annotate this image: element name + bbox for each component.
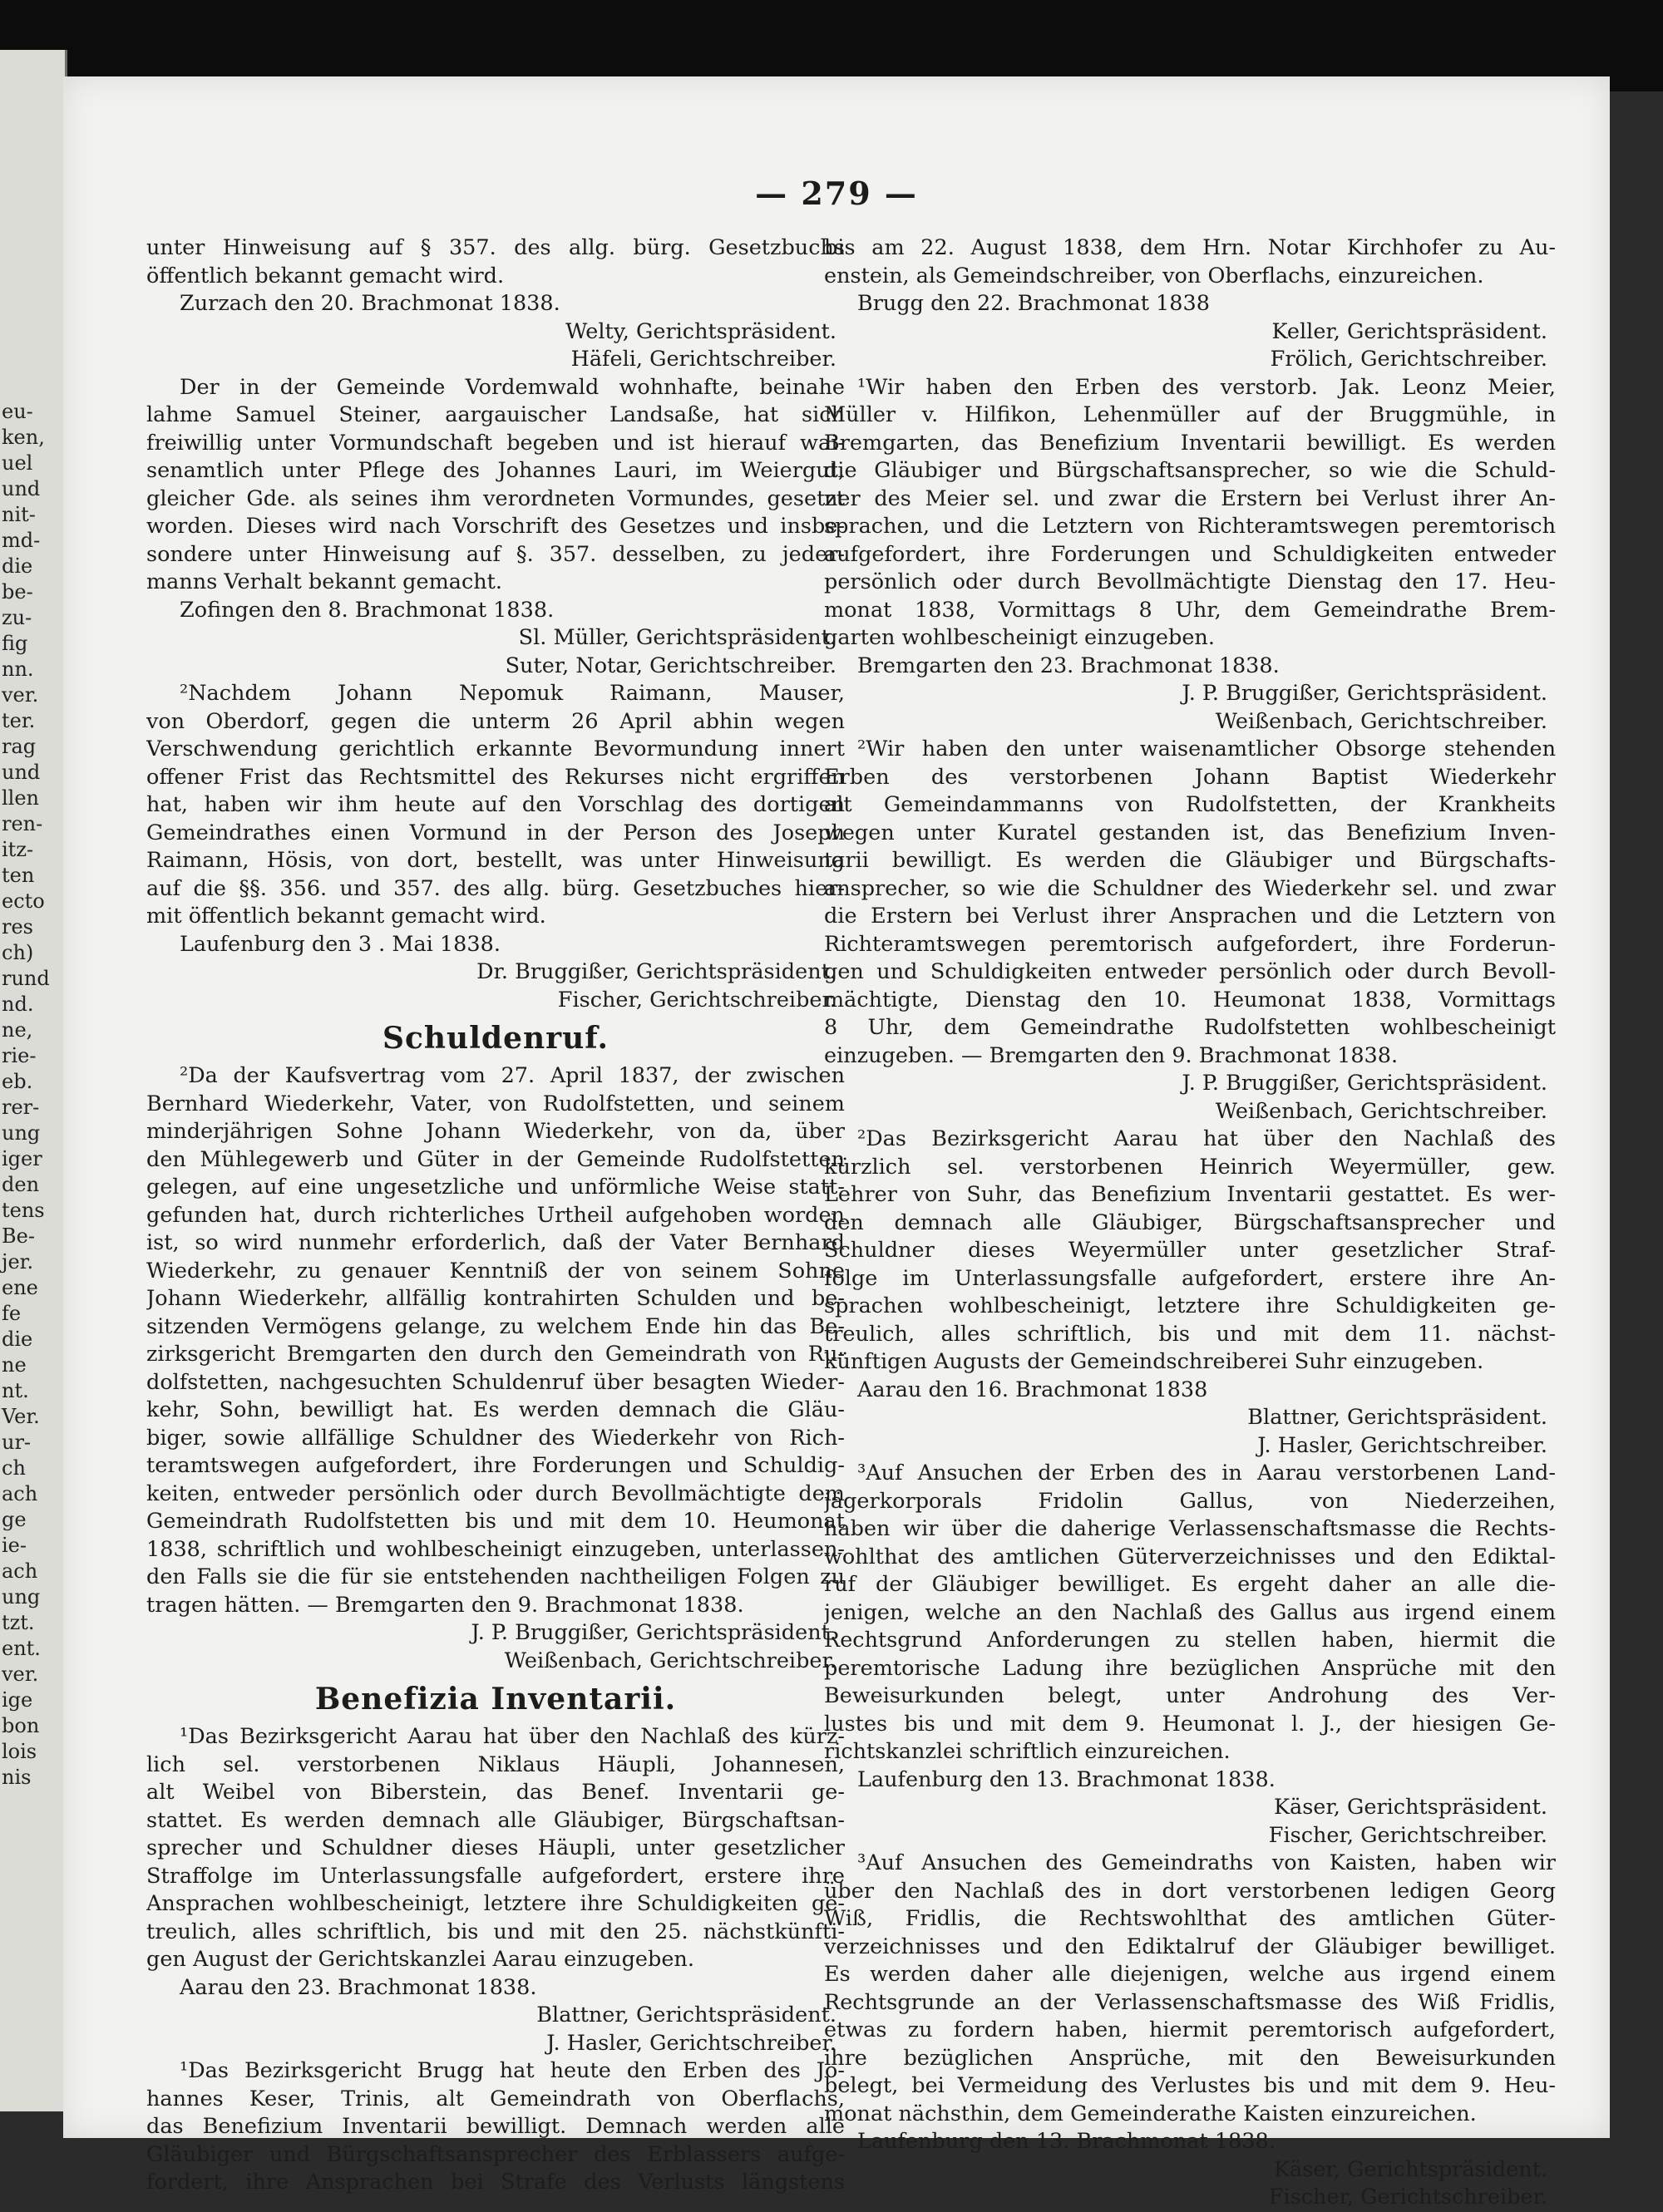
newspaper-page bbox=[63, 76, 1610, 2210]
margin-fragment: ver. bbox=[2, 1663, 39, 1686]
margin-fragment: die bbox=[2, 554, 33, 578]
text-line: einzugeben. — Bremgarten den 9. Brachmonat 1838. bbox=[824, 1042, 1399, 1068]
notice-date: Laufenburg den 3 . Mai 1838. bbox=[180, 931, 501, 957]
margin-fragment: ach bbox=[2, 1559, 38, 1583]
margin-fragment: ver. bbox=[2, 683, 39, 707]
margin-fragment: eu- bbox=[2, 400, 33, 423]
text-line: Straffolge im Unterlassungsfalle aufgefordert, erstere ihre bbox=[146, 1863, 845, 1889]
margin-fragment: nn. bbox=[2, 658, 34, 681]
notice-signature: Käser, Gerichtspräsident. bbox=[1273, 2156, 1547, 2182]
text-line: biger, sowie allfällige Schuldner des Wiederkehr von Rich- bbox=[146, 1425, 845, 1451]
text-line: ²Da der Kaufsvertrag vom 27. April 1837, der zwischen bbox=[180, 1063, 845, 1088]
text-line: auf die §§. 356. und 357. des allg. bürg. Gesetzbuches hier- bbox=[146, 875, 845, 901]
text-line: das Benefizium Inventarii bewilligt. Demnach werden alle bbox=[146, 2114, 845, 2139]
notice-signature: Sl. Müller, Gerichtspräsident. bbox=[518, 625, 836, 650]
text-line: lahme Samuel Steiner, aargauischer Landsaße, hat sich bbox=[146, 402, 845, 427]
notice-signature: Suter, Notar, Gerichtschreiber. bbox=[505, 653, 836, 678]
notice-date: Laufenburg den 13. Brachmonat 1838. bbox=[857, 1766, 1276, 1792]
notice-signature: Dr. Bruggißer, Gerichtspräsident. bbox=[476, 959, 836, 984]
text-line: Müller v. Hilfikon, Lehenmüller auf der Bruggmühle, in bbox=[824, 402, 1556, 427]
notice-signature: Weißenbach, Gerichtschreiber. bbox=[504, 1648, 836, 1673]
text-line: mit öffentlich bekannt gemacht wird. bbox=[146, 904, 546, 929]
text-line: Bernhard Wiederkehr, Vater, von Rudolfstetten, und seinem bbox=[146, 1091, 845, 1116]
notice-block bbox=[146, 374, 845, 597]
margin-fragment: iger bbox=[2, 1147, 42, 1170]
notice-date: Bremgarten den 23. Brachmonat 1838. bbox=[857, 653, 1280, 678]
notice-signature: J. P. Bruggißer, Gerichtspräsident. bbox=[471, 1620, 836, 1645]
margin-fragment: Ver. bbox=[2, 1405, 40, 1428]
text-line: Schuldner dieses Weyermüller unter gesetzlicher Straf- bbox=[824, 1238, 1556, 1263]
margin-fragment: rag bbox=[2, 735, 37, 758]
margin-fragment: nd. bbox=[2, 993, 34, 1016]
notice-date: Aarau den 16. Brachmonat 1838 bbox=[857, 1377, 1208, 1402]
text-line: fordert, ihre Ansprachen bei Strafe des Verlusts längstens bbox=[146, 2170, 845, 2195]
margin-fragment: ten bbox=[2, 864, 35, 887]
notice-date: Zofingen den 8. Brachmonat 1838. bbox=[180, 597, 555, 623]
margin-fragment: lois bbox=[2, 1740, 37, 1763]
text-line: alt Gemeindammanns von Rudolfstetten, der Krankheits bbox=[824, 792, 1556, 817]
text-line: ³Auf Ansuchen des Gemeindraths von Kaisten, haben wir bbox=[857, 1850, 1556, 1875]
text-line: Ansprachen wohlbescheinigt, letztere ihre Schuldigkeiten ge- bbox=[146, 1891, 845, 1916]
margin-fragment: bon bbox=[2, 1714, 40, 1737]
text-line: jägerkorporals Fridolin Gallus, von Niederzeihen, bbox=[824, 1488, 1556, 1514]
text-line: ist, so wird nunmehr erforderlich, daß der Vater Bernhard bbox=[146, 1230, 845, 1255]
text-line: den demnach alle Gläubiger, Bürgschaftsansprecher und bbox=[824, 1209, 1556, 1235]
margin-fragment: und bbox=[2, 477, 41, 500]
margin-fragment: Be- bbox=[2, 1224, 35, 1248]
text-line: lustes bis und mit dem 9. Heumonat l. J., der hiesigen Ge- bbox=[824, 1711, 1556, 1737]
margin-fragment: ene bbox=[2, 1276, 38, 1299]
margin-fragment: ch) bbox=[2, 941, 34, 964]
margin-fragment: uel bbox=[2, 451, 33, 475]
margin-fragment: tzt. bbox=[2, 1611, 35, 1634]
text-line: 1838, schriftlich und wohlbescheinigt einzugeben, unterlassen- bbox=[146, 1536, 845, 1562]
notice-signature: J. Hasler, Gerichtschreiber. bbox=[1257, 1432, 1547, 1458]
margin-fragment: res bbox=[2, 915, 33, 938]
text-line: etwas zu fordern haben, hiermit peremtorisch aufgefordert, bbox=[824, 2017, 1556, 2042]
text-line: Richteramtswegen peremtorisch aufgefordert, ihre Forderun- bbox=[824, 931, 1556, 957]
text-line: Raimann, Hösis, von dort, bestellt, was unter Hinweisung bbox=[146, 848, 845, 873]
notice-block bbox=[824, 234, 1556, 290]
margin-fragment: nt. bbox=[2, 1379, 29, 1402]
notice-block bbox=[824, 1460, 1556, 1766]
margin-fragment: eb. bbox=[2, 1070, 33, 1093]
margin-fragment: llen bbox=[2, 786, 40, 810]
notice-signature: Keller, Gerichtspräsident. bbox=[1271, 318, 1547, 344]
margin-fragment: die bbox=[2, 1328, 33, 1351]
text-line: unter Hinweisung auf § 357. des allg. bürg. Gesetzbuchs bbox=[146, 235, 845, 260]
right-column bbox=[824, 234, 1556, 2212]
text-line: sprachen, und die Letztern von Richteramtswegen peremtorisch bbox=[824, 514, 1556, 539]
margin-fragment: und bbox=[2, 761, 41, 784]
text-line: gen August der Gerichtskanzlei Aarau einzugeben. bbox=[146, 1947, 694, 1972]
margin-fragment: md- bbox=[2, 529, 41, 552]
text-line: Rechtsgrund Anforderungen zu stellen haben, hiermit die bbox=[824, 1628, 1556, 1653]
notice-signature: Frölich, Gerichtschreiber. bbox=[1270, 347, 1547, 372]
text-line: Wiederkehr, zu genauer Kenntniß der von seinem Sohne bbox=[146, 1258, 845, 1283]
margin-fragment: fig bbox=[2, 632, 28, 655]
text-line: Johann Wiederkehr, allfällig kontrahirten Schulden und be- bbox=[146, 1286, 845, 1311]
text-line: wegen unter Kuratel gestanden ist, das Benefizium Inven- bbox=[824, 820, 1556, 845]
notice-signature: Weißenbach, Gerichtschreiber. bbox=[1215, 1098, 1547, 1124]
text-line: treulich, alles schriftlich, bis und mit dem 11. nächst- bbox=[824, 1321, 1556, 1347]
text-line: sprachen wohlbescheinigt, letztere ihre Schuldigkeiten ge- bbox=[824, 1293, 1556, 1318]
left-column bbox=[146, 234, 845, 2197]
text-line: richtskanzlei schriftlich einzureichen. bbox=[824, 1739, 1231, 1764]
notice-signature: Fischer, Gerichtschreiber. bbox=[1268, 1822, 1547, 1848]
text-line: manns Verhalt bekannt gemacht. bbox=[146, 569, 503, 594]
text-line: peremtorische Ladung ihre bezüglichen Ansprüche mit den bbox=[824, 1655, 1556, 1681]
notice-signature: J. Hasler, Gerichtschreiber. bbox=[546, 2030, 836, 2056]
text-line: haben wir über die daherige Verlassenschaftsmasse die Rechts- bbox=[824, 1516, 1556, 1541]
page-number: — 279 — bbox=[755, 175, 918, 212]
text-line: belegt, bei Vermeidung des Verlustes bis und mit dem 9. Heu- bbox=[824, 2073, 1556, 2098]
text-line: lich sel. verstorbenen Niklaus Häupli, Johannesen, bbox=[146, 1751, 845, 1777]
margin-fragment: ecto bbox=[2, 889, 45, 913]
text-line: den Falls sie die für sie entstehenden nachtheiligen Folgen zu bbox=[146, 1564, 845, 1589]
margin-fragment: ken, bbox=[2, 426, 45, 449]
margin-fragment: be- bbox=[2, 580, 33, 603]
notice-signature: Blattner, Gerichtspräsident. bbox=[1247, 1405, 1547, 1430]
text-line: sondere unter Hinweisung auf §. 357. desselben, zu jeder- bbox=[146, 541, 845, 567]
notice-signature: Blattner, Gerichtspräsident. bbox=[536, 2003, 836, 2027]
text-line: künftigen Augusts der Gemeindschreiberei Suhr einzugeben. bbox=[824, 1349, 1484, 1374]
text-line: treulich, alles schriftlich, bis und mit den 25. nächstkünfti- bbox=[146, 1919, 845, 1944]
text-line: ¹Das Bezirksgericht Brugg hat heute den Erben des Jo- bbox=[180, 2058, 845, 2083]
notice-signature: J. P. Bruggißer, Gerichtspräsident. bbox=[1182, 1071, 1547, 1096]
text-line: Erben des verstorbenen Johann Baptist Wiederkehr bbox=[824, 764, 1556, 790]
text-line: ²Wir haben den unter waisenamtlicher Obsorge stehenden bbox=[857, 737, 1556, 761]
text-line: aufgefordert, ihre Forderungen und Schuldigkeiten entweder bbox=[824, 541, 1556, 567]
notice-signature: Welty, Gerichtspräsident. bbox=[565, 318, 836, 344]
notice-block bbox=[146, 1062, 845, 1619]
text-line: Gemeindrath Rudolfstetten bis und mit dem 10. Heumonat bbox=[146, 1509, 845, 1534]
margin-fragment: den bbox=[2, 1173, 40, 1196]
notice-block bbox=[146, 234, 845, 290]
text-line: ²Nachdem Johann Nepomuk Raimann, Mauser, bbox=[180, 681, 845, 706]
text-line: hat, haben wir ihm heute auf den Vorschlag des dortigen bbox=[146, 792, 845, 817]
text-line: tarii bewilligt. Es werden die Gläubiger und Bürgschafts- bbox=[824, 848, 1556, 873]
text-line: Rechtsgrunde an der Verlassenschaftsmasse des Wiß Fridlis, bbox=[824, 1989, 1556, 2015]
text-line: minderjährigen Sohne Johann Wiederkehr, von da, über bbox=[146, 1119, 845, 1144]
notice-date: Zurzach den 20. Brachmonat 1838. bbox=[180, 291, 560, 316]
text-line: stattet. Es werden demnach alle Gläubiger, Bürgschaftsan- bbox=[146, 1807, 845, 1833]
text-line: ihre bezüglichen Ansprüche, mit den Beweisurkunden bbox=[824, 2045, 1556, 2071]
text-line: enstein, als Gemeindschreiber, von Oberflachs, einzureichen. bbox=[824, 263, 1484, 288]
margin-fragment: ung bbox=[2, 1585, 41, 1609]
text-line: Lehrer von Suhr, das Benefizium Inventarii gestattet. Es wer- bbox=[824, 1182, 1556, 1207]
notice-block bbox=[824, 374, 1556, 653]
text-line: Gläubiger und Bürgschaftsansprecher des Erblassers aufge- bbox=[146, 2141, 845, 2167]
text-line: monat nächsthin, dem Gemeinderathe Kaisten einzureichen. bbox=[824, 2101, 1477, 2126]
text-line: Gemeindrathes einen Vormund in der Person des Joseph bbox=[146, 820, 845, 845]
text-line: gen und Schuldigkeiten entweder persönlich oder durch Bevoll- bbox=[824, 959, 1556, 984]
section-heading: Benefizia Inventarii. bbox=[314, 1682, 677, 1717]
margin-fragment: ter. bbox=[2, 709, 36, 732]
notice-date: Laufenburg den 13. Brachmonat 1838. bbox=[857, 2129, 1276, 2154]
margin-fragment: ne, bbox=[2, 1018, 33, 1042]
notice-signature: Häfeli, Gerichtschreiber. bbox=[570, 347, 836, 372]
notice-block bbox=[146, 1723, 845, 1974]
margin-fragment: ie- bbox=[2, 1534, 27, 1557]
text-line: mächtigte, Dienstag den 10. Heumonat 1838, Vormittags bbox=[824, 987, 1556, 1012]
text-line: Es werden daher alle diejenigen, welche aus irgend einem bbox=[824, 1962, 1556, 1987]
text-line: persönlich oder durch Bevollmächtigte Dienstag den 17. Heu- bbox=[824, 569, 1556, 594]
notice-block bbox=[824, 736, 1556, 1070]
text-line: kehr, Sohn, bewilligt hat. Es werden demnach die Gläu- bbox=[146, 1397, 845, 1422]
margin-fragment: rund bbox=[2, 967, 50, 990]
text-line: Beweisurkunden belegt, unter Androhung des Ver- bbox=[824, 1683, 1556, 1708]
margin-fragment: ch bbox=[2, 1456, 26, 1480]
text-line: jenigen, welche an den Nachlaß des Gallus aus irgend einem bbox=[824, 1599, 1556, 1625]
text-line: senamtlich unter Pflege des Johannes Lauri, im Weiergut, bbox=[146, 458, 845, 483]
text-line: ³Auf Ansuchen der Erben des in Aarau verstorbenen Land- bbox=[857, 1461, 1556, 1485]
text-line: alt Weibel von Biberstein, das Benef. Inventarii ge- bbox=[146, 1780, 845, 1805]
notice-block bbox=[146, 2057, 845, 2197]
text-line: gefunden hat, durch richterliches Urtheil aufgehoben worden bbox=[146, 1202, 845, 1228]
text-line: zirksgericht Bremgarten den durch den Gemeindrath von Ru- bbox=[146, 1342, 845, 1367]
margin-fragment: ne bbox=[2, 1353, 27, 1377]
margin-fragment: rie- bbox=[2, 1044, 37, 1067]
notice-block bbox=[824, 1126, 1556, 1377]
text-line: verzeichnisses und den Ediktalruf der Gläubiger bewilliget. bbox=[824, 1934, 1556, 1959]
margin-fragment: rer- bbox=[2, 1096, 40, 1119]
text-line: wohlthat des amtlichen Güterverzeichnisses und den Ediktal- bbox=[824, 1544, 1556, 1569]
text-line: ansprecher, so wie die Schuldner des Wiederkehr sel. und zwar bbox=[824, 875, 1556, 901]
notice-signature: Fischer, Gerichtschreiber. bbox=[1268, 2185, 1547, 2210]
margin-fragment: ren- bbox=[2, 812, 43, 835]
text-line: gleicher Gde. als seines ihm verordneten Vormundes, gesetzt bbox=[146, 485, 845, 511]
margin-fragment: nit- bbox=[2, 503, 36, 526]
notice-signature: Weißenbach, Gerichtschreiber. bbox=[1215, 708, 1547, 734]
text-line: dolfstetten, nachgesuchten Schuldenruf über besagten Wieder- bbox=[146, 1369, 845, 1395]
text-line: keiten, entweder persönlich oder durch Bevollmächtigte dem bbox=[146, 1480, 845, 1506]
text-line: worden. Dieses wird nach Vorschrift des Gesetzes und insbe- bbox=[146, 514, 845, 539]
text-line: Bremgarten, das Benefizium Inventarii bewilligt. Es werden bbox=[824, 430, 1556, 456]
notice-date: Aarau den 23. Brachmonat 1838. bbox=[180, 1974, 537, 2000]
text-line: bis am 22. August 1838, dem Hrn. Notar Kirchhofer zu Au- bbox=[824, 235, 1556, 260]
margin-fragment: ent. bbox=[2, 1637, 41, 1660]
text-line: garten wohlbescheinigt einzugeben. bbox=[824, 625, 1215, 650]
text-line: freiwillig unter Vormundschaft begeben und ist hierauf wai- bbox=[146, 430, 845, 456]
margin-fragment: ur- bbox=[2, 1431, 32, 1454]
text-line: hannes Keser, Trinis, alt Gemeindrath von Oberflachs, bbox=[146, 2086, 845, 2111]
text-line: offener Frist das Rechtsmittel des Rekurses nicht ergriffen bbox=[146, 764, 845, 790]
text-line: sitzenden Vermögens gelange, zu welchem Ende hin das Be- bbox=[146, 1313, 845, 1339]
notice-signature: Käser, Gerichtspräsident. bbox=[1273, 1795, 1547, 1820]
text-line: Der in der Gemeinde Vordemwald wohnhafte, beinahe bbox=[180, 374, 845, 400]
section-heading: Schuldenruf. bbox=[382, 1021, 609, 1056]
previous-page-edge bbox=[0, 50, 67, 2111]
text-line: die Erstern bei Verlust ihrer Ansprachen und die Letztern von bbox=[824, 904, 1556, 929]
margin-fragment: nis bbox=[2, 1766, 32, 1789]
text-line: ruf der Gläubiger bewilliget. Es ergeht daher an alle die- bbox=[824, 1572, 1556, 1597]
text-line: den Mühlegewerb und Güter in der Gemeinde Rudolfstetten bbox=[146, 1146, 845, 1172]
notice-block bbox=[824, 1850, 1556, 2128]
margin-fragment: ge bbox=[2, 1508, 27, 1531]
margin-fragment: ach bbox=[2, 1482, 38, 1505]
margin-fragment: fe bbox=[2, 1302, 22, 1325]
margin-fragment: jer. bbox=[2, 1250, 34, 1274]
text-line: ner des Meier sel. und zwar die Erstern bei Verlust ihrer An- bbox=[824, 485, 1556, 511]
margin-fragment: ige bbox=[2, 1688, 33, 1712]
text-line: tragen hätten. — Bremgarten den 9. Brachmonat 1838. bbox=[146, 1592, 744, 1618]
text-line: sprecher und Schuldner dieses Häupli, unter gesetzlicher bbox=[146, 1835, 845, 1860]
text-line: Wiß, Fridlis, die Rechtswohlthat des amtlichen Güter- bbox=[824, 1906, 1556, 1931]
text-line: gelegen, auf eine ungesetzliche und unförmliche Weise statt- bbox=[146, 1175, 845, 1200]
text-line: ¹Wir haben den Erben des verstorb. Jak. Leonz Meier, bbox=[857, 374, 1556, 400]
notice-signature: Fischer, Gerichtschreiber. bbox=[557, 987, 836, 1012]
text-line: teramtswegen aufgefordert, ihre Forderungen und Schuldig- bbox=[146, 1453, 845, 1478]
margin-fragment: tens bbox=[2, 1199, 45, 1222]
margin-fragment: itz- bbox=[2, 838, 34, 861]
notice-block bbox=[146, 680, 845, 931]
text-line: Verschwendung gerichtlich erkannte Bevormundung innert bbox=[146, 737, 845, 761]
text-line: ²Das Bezirksgericht Aarau hat über den Nachlaß des bbox=[857, 1126, 1556, 1151]
text-line: öffentlich bekannt gemacht wird. bbox=[146, 263, 505, 288]
text-line: über den Nachlaß des in dort verstorbenen ledigen Georg bbox=[824, 1878, 1556, 1904]
text-line: von Oberdorf, gegen die unterm 26 April abhin wegen bbox=[146, 708, 845, 734]
notice-signature: J. P. Bruggißer, Gerichtspräsident. bbox=[1182, 681, 1547, 706]
notice-date: Brugg den 22. Brachmonat 1838 bbox=[857, 291, 1210, 316]
text-line: folge im Unterlassungsfalle aufgefordert, erstere ihre An- bbox=[824, 1265, 1556, 1291]
text-line: die Gläubiger und Bürgschaftsansprecher, so wie die Schuld- bbox=[824, 458, 1556, 483]
text-line: kürzlich sel. verstorbenen Heinrich Weyermüller, gew. bbox=[824, 1154, 1556, 1180]
margin-fragment: zu- bbox=[2, 606, 32, 629]
text-line: monat 1838, Vormittags 8 Uhr, dem Gemeindrathe Brem- bbox=[824, 597, 1556, 623]
margin-fragment: ung bbox=[2, 1121, 41, 1145]
text-line: ¹Das Bezirksgericht Aarau hat über den Nachlaß des kürz- bbox=[180, 1724, 845, 1749]
text-line: 8 Uhr, dem Gemeindrathe Rudolfstetten wohlbescheinigt bbox=[824, 1015, 1556, 1040]
